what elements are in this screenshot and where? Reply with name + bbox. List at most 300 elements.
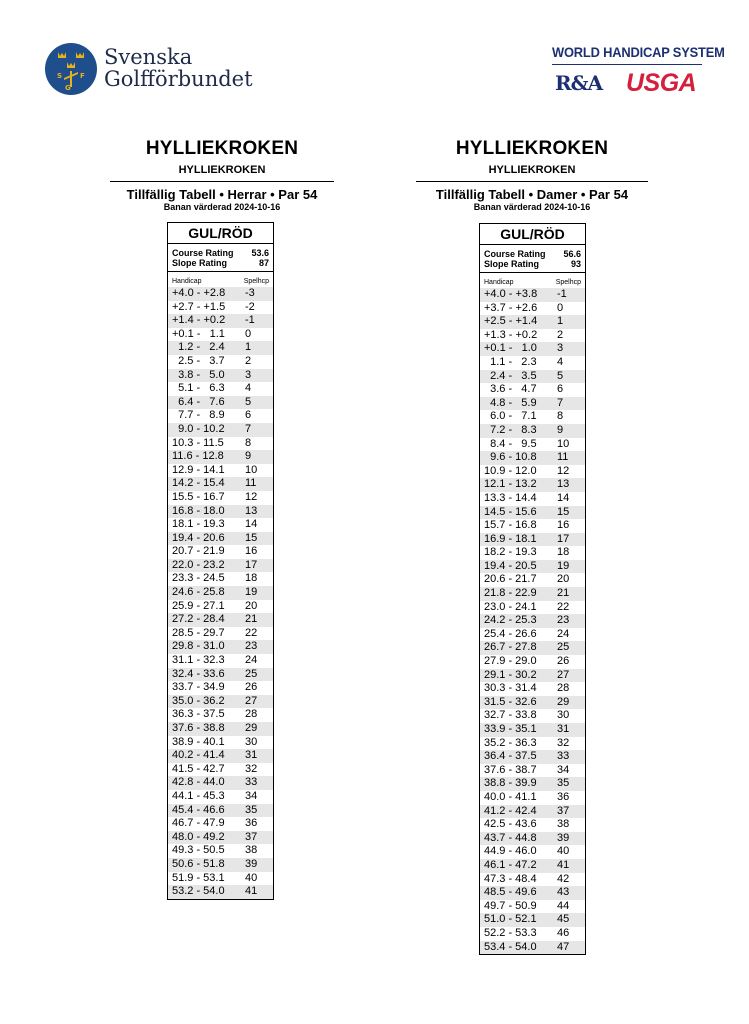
- table-row: [480, 546, 585, 560]
- playing-handicap: 5: [245, 395, 252, 408]
- table-row: [480, 791, 585, 805]
- table-row: [480, 397, 585, 411]
- slope-card: [479, 223, 586, 955]
- federation-logo: [44, 42, 253, 98]
- table-row: [168, 532, 273, 546]
- handicap-range: 33.9 - 35.1: [484, 723, 537, 735]
- handicap-range: 11.6 - 12.8: [172, 450, 224, 463]
- rating-date: Banan värderad 2024-10-16: [163, 202, 281, 212]
- playing-handicap: 3: [245, 368, 252, 381]
- table-row: [168, 804, 273, 818]
- table-row: [168, 627, 273, 641]
- table-row: [168, 450, 273, 464]
- handicap-range: 42.5 - 43.6: [484, 818, 537, 831]
- playing-handicap: 32: [245, 762, 258, 775]
- playing-handicap: 39: [245, 857, 258, 870]
- table-row: [480, 805, 585, 819]
- playing-handicap: 27: [245, 694, 258, 707]
- playing-handicap: 26: [557, 655, 570, 668]
- playing-handicap: 13: [245, 504, 258, 517]
- course-rating-value: 53.6: [251, 248, 269, 258]
- handicap-range: 49.3 - 50.5: [172, 844, 225, 857]
- table-row: [168, 287, 273, 301]
- emblem-letter-f: F: [80, 72, 85, 80]
- playing-handicap: 36: [245, 817, 258, 830]
- playing-handicap: 14: [557, 491, 570, 504]
- playing-handicap: 47: [557, 940, 570, 953]
- playing-handicap: 6: [245, 409, 252, 422]
- playing-handicap: 23: [557, 614, 570, 627]
- table-row: [168, 681, 273, 695]
- table-row: [480, 886, 585, 900]
- table-row: [168, 600, 273, 614]
- table-row: [480, 424, 585, 438]
- playing-handicap: 29: [557, 695, 570, 708]
- playing-handicap: 40: [557, 845, 570, 858]
- playing-handicap: 15: [245, 531, 258, 544]
- handicap-range: +1.4 - +0.2: [172, 314, 226, 327]
- course-title: HYLLIEKROKEN: [145, 138, 299, 159]
- table-row: [480, 492, 585, 506]
- handicap-range: 2.4 - 3.5: [484, 369, 537, 382]
- handicap-range: 3.8 - 5.0: [172, 368, 225, 381]
- ra-logo: R&A: [555, 71, 603, 95]
- playing-handicap: 8: [245, 436, 252, 449]
- table-row: [168, 409, 273, 423]
- handicap-range: 1.1 - 2.3: [484, 355, 537, 368]
- course-subtitle: HYLLIEKROKEN: [178, 164, 266, 176]
- playing-handicap: -1: [557, 288, 567, 300]
- playing-handicap: 19: [245, 586, 258, 599]
- table-row: [480, 302, 585, 316]
- handicap-column-header: Handicap: [172, 278, 202, 285]
- table-row: [168, 328, 273, 342]
- playing-handicap: 38: [245, 844, 258, 857]
- handicap-range: 18.1 - 19.3: [172, 518, 225, 531]
- federation-name: [104, 46, 253, 90]
- table-row: [480, 655, 585, 669]
- playing-handicap: 13: [557, 478, 570, 491]
- table-row: [168, 396, 273, 410]
- table-row: [168, 668, 273, 682]
- playing-handicap: 6: [557, 383, 564, 396]
- handicap-range: 7.7 - 8.9: [172, 409, 225, 422]
- playing-handicap: 25: [245, 667, 258, 680]
- table-row: [168, 491, 273, 505]
- handicap-range: 8.4 - 9.5: [484, 437, 537, 450]
- ratings-box: [480, 245, 585, 273]
- handicap-range: 47.3 - 48.4: [484, 872, 537, 885]
- table-row: [168, 505, 273, 519]
- table-damer: [416, 138, 648, 953]
- playing-handicap: 0: [245, 327, 252, 340]
- handicap-range: 6.0 - 7.1: [484, 410, 537, 423]
- playing-handicap: 10: [245, 463, 258, 476]
- playing-handicap: 37: [245, 830, 258, 843]
- playing-handicap: 18: [557, 546, 570, 559]
- table-row: [480, 614, 585, 628]
- handicap-range: 16.8 - 18.0: [172, 504, 225, 517]
- playing-handicap: 33: [557, 750, 570, 763]
- slope-rating-value: 87: [258, 258, 269, 268]
- handicap-range: 40.2 - 41.4: [172, 749, 225, 762]
- table-row: [480, 818, 585, 832]
- usga-logo: USGA: [626, 69, 697, 97]
- handicap-range: +2.7 - +1.5: [172, 300, 226, 313]
- table-row: [480, 641, 585, 655]
- slope-card: [167, 222, 274, 900]
- handicap-range: 20.6 - 21.7: [484, 573, 537, 586]
- handicap-range: 33.7 - 34.9: [172, 681, 225, 694]
- handicap-range: 45.4 - 46.6: [172, 803, 225, 816]
- handicap-range: 29.8 - 31.0: [172, 640, 225, 653]
- playing-handicap: 28: [557, 682, 570, 695]
- handicap-range: 20.7 - 21.9: [172, 545, 225, 558]
- playing-handicap-column-header: Spelhcp: [243, 278, 269, 285]
- table-row: [480, 900, 585, 914]
- handicap-range: 10.9 - 12.0: [484, 464, 537, 477]
- playing-handicap: 12: [245, 490, 258, 503]
- handicap-range: 46.1 - 47.2: [484, 858, 537, 871]
- playing-handicap: 16: [557, 519, 570, 532]
- handicap-range: 38.9 - 40.1: [172, 735, 225, 748]
- handicap-range: 13.3 - 14.4: [484, 491, 537, 504]
- table-row: [480, 478, 585, 492]
- table-row: [480, 859, 585, 873]
- table-row: [480, 573, 585, 587]
- playing-handicap: 5: [557, 369, 564, 382]
- handicap-range: 35.0 - 36.2: [172, 694, 225, 707]
- playing-handicap: 31: [557, 723, 570, 735]
- playing-handicap: 41: [245, 885, 258, 898]
- handicap-range: 46.7 - 47.9: [172, 817, 225, 830]
- handicap-range: 19.4 - 20.5: [484, 559, 537, 572]
- table-row: [168, 355, 273, 369]
- handicap-range: 5.1 - 6.3: [172, 382, 225, 395]
- handicap-range: 48.5 - 49.6: [484, 886, 537, 899]
- table-row: [480, 737, 585, 751]
- whs-title: WORLD HANDICAP SYSTEM: [552, 44, 725, 60]
- handicap-range: 24.2 - 25.3: [484, 614, 537, 627]
- slope-rating-value: 93: [570, 259, 581, 269]
- table-row: [168, 545, 273, 559]
- handicap-range: 31.1 - 32.3: [172, 654, 225, 667]
- table-row: [168, 423, 273, 437]
- table-row: [168, 722, 273, 736]
- table-row: [168, 613, 273, 627]
- playing-handicap: 34: [557, 763, 570, 776]
- playing-handicap: 7: [245, 422, 252, 435]
- course-rating-label: Course Rating: [484, 249, 546, 259]
- table-row: [480, 519, 585, 533]
- handicap-range: 53.4 - 54.0: [484, 940, 537, 953]
- playing-handicap: 10: [557, 437, 570, 450]
- handicap-range: 52.2 - 53.3: [484, 926, 537, 939]
- handicap-range: 50.6 - 51.8: [172, 857, 225, 870]
- playing-handicap: 24: [557, 627, 570, 640]
- handicap-range: 41.2 - 42.4: [484, 804, 537, 817]
- handicap-range: 51.9 - 53.1: [172, 871, 225, 884]
- handicap-range: 35.2 - 36.3: [484, 736, 537, 749]
- table-row: [480, 451, 585, 465]
- playing-handicap: 24: [245, 654, 258, 667]
- table-row: [168, 437, 273, 451]
- playing-handicap: 11: [557, 451, 569, 464]
- table-row: [480, 329, 585, 343]
- handicap-range: 22.0 - 23.2: [172, 558, 225, 571]
- playing-handicap: 37: [557, 804, 570, 817]
- table-row: [168, 695, 273, 709]
- playing-handicap: 35: [557, 777, 570, 790]
- table-row: [480, 669, 585, 683]
- table-row: [168, 477, 273, 491]
- handicap-range: 44.9 - 46.0: [484, 845, 537, 858]
- playing-handicap: 4: [245, 382, 252, 395]
- table-row: [480, 913, 585, 927]
- playing-handicap: 38: [557, 818, 570, 831]
- handicap-range: 37.6 - 38.7: [484, 763, 537, 776]
- table-row: [480, 315, 585, 329]
- table-row: [480, 832, 585, 846]
- playing-handicap: 42: [557, 872, 570, 885]
- handicap-range: 36.3 - 37.5: [172, 708, 225, 721]
- handicap-range: 31.5 - 32.6: [484, 695, 537, 708]
- playing-handicap: 22: [557, 600, 570, 613]
- handicap-range: +2.5 - +1.4: [484, 315, 538, 328]
- handicap-rows: [168, 287, 273, 899]
- emblem-letter-s: S: [57, 72, 63, 80]
- federation-emblem-icon: [44, 42, 98, 96]
- handicap-range: 9.0 - 10.2: [172, 422, 225, 435]
- handicap-range: 43.7 - 44.8: [484, 831, 537, 844]
- handicap-range: 12.1 - 13.2: [484, 478, 537, 491]
- playing-handicap: 22: [245, 626, 258, 639]
- playing-handicap: -1: [245, 314, 255, 327]
- table-row: [480, 682, 585, 696]
- playing-handicap: 34: [245, 789, 258, 802]
- playing-handicap: 28: [245, 708, 258, 721]
- playing-handicap: 20: [245, 599, 258, 612]
- handicap-range: 27.9 - 29.0: [484, 655, 537, 668]
- course-rating-value: 56.6: [563, 249, 581, 259]
- table-row: [168, 586, 273, 600]
- playing-handicap: 45: [557, 913, 570, 926]
- table-row: [168, 518, 273, 532]
- federation-name-line1: Svenska: [104, 45, 193, 69]
- table-row: [480, 696, 585, 710]
- playing-handicap: 1: [557, 315, 564, 328]
- playing-handicap: 15: [557, 505, 570, 518]
- handicap-range: 14.2 - 15.4: [172, 477, 225, 490]
- playing-handicap: 27: [557, 668, 570, 681]
- table-row: [480, 288, 585, 302]
- handicap-range: 15.7 - 16.8: [484, 519, 537, 532]
- handicap-range: 53.2 - 54.0: [172, 885, 225, 898]
- playing-handicap: 9: [245, 450, 252, 463]
- playing-handicap: 2: [245, 354, 252, 367]
- table-row: [168, 382, 273, 396]
- table-row: [168, 464, 273, 478]
- table-row: [480, 750, 585, 764]
- playing-handicap: 32: [557, 736, 570, 749]
- table-row: [168, 749, 273, 763]
- handicap-range: 23.0 - 24.1: [484, 600, 537, 613]
- playing-handicap: 3: [557, 342, 564, 355]
- table-row: [480, 628, 585, 642]
- playing-handicap: 39: [557, 831, 570, 844]
- playing-handicap: 19: [557, 559, 570, 572]
- slope-rating-label: Slope Rating: [172, 258, 228, 268]
- table-row: [168, 369, 273, 383]
- handicap-range: +3.7 - +2.6: [484, 301, 538, 314]
- playing-handicap: 30: [245, 735, 258, 748]
- course-subtitle: HYLLIEKROKEN: [488, 164, 576, 176]
- table-row: [480, 533, 585, 547]
- playing-handicap: 33: [245, 776, 258, 789]
- handicap-range: 23.3 - 24.5: [172, 572, 225, 585]
- handicap-range: 40.0 - 41.1: [484, 790, 537, 803]
- handicap-range: 6.4 - 7.6: [172, 395, 225, 408]
- handicap-range: 2.5 - 3.7: [172, 354, 225, 367]
- handicap-range: +4.0 - +2.8: [172, 287, 226, 299]
- playing-handicap: 41: [557, 858, 570, 871]
- table-row: [168, 817, 273, 831]
- table-row: [480, 941, 585, 955]
- table-row: [168, 736, 273, 750]
- table-row: [480, 601, 585, 615]
- playing-handicap: 4: [557, 355, 564, 368]
- table-row: [168, 790, 273, 804]
- handicap-range: 25.9 - 27.1: [172, 599, 225, 612]
- whs-divider: [552, 64, 702, 65]
- table-row: [480, 383, 585, 397]
- slope-rating-label: Slope Rating: [484, 259, 540, 269]
- table-description: Tillfällig Tabell • Damer • Par 54: [435, 187, 629, 202]
- handicap-range: 24.6 - 25.8: [172, 586, 225, 599]
- table-row: [480, 873, 585, 887]
- rating-date: Banan värderad 2024-10-16: [473, 202, 591, 212]
- playing-handicap: 29: [245, 722, 258, 734]
- playing-handicap: 36: [557, 790, 570, 803]
- handicap-range: 15.5 - 16.7: [172, 490, 225, 503]
- table-row: [168, 654, 273, 668]
- handicap-range: +0.1 - 1.1: [172, 327, 225, 340]
- table-row: [168, 872, 273, 886]
- table-row: [480, 342, 585, 356]
- handicap-range: 25.4 - 26.6: [484, 627, 537, 640]
- table-row: [480, 356, 585, 370]
- handicap-range: +1.3 - +0.2: [484, 328, 538, 341]
- playing-handicap: 11: [245, 477, 257, 490]
- federation-name-line2: Golfförbundet: [104, 67, 253, 91]
- handicap-range: 27.2 - 28.4: [172, 613, 225, 626]
- playing-handicap: 17: [245, 558, 258, 571]
- playing-handicap: 30: [557, 709, 570, 722]
- table-row: [480, 438, 585, 452]
- tee-name: GUL/RÖD: [480, 224, 585, 245]
- table-row: [480, 777, 585, 791]
- handicap-range: 21.8 - 22.9: [484, 587, 537, 600]
- playing-handicap: 12: [557, 464, 570, 477]
- handicap-range: 3.6 - 4.7: [484, 383, 537, 396]
- table-row: [168, 844, 273, 858]
- table-row: [168, 763, 273, 777]
- divider: [416, 181, 648, 182]
- playing-handicap: -3: [245, 287, 255, 299]
- playing-handicap: 40: [245, 871, 258, 884]
- playing-handicap: 43: [557, 886, 570, 899]
- handicap-range: 4.8 - 5.9: [484, 396, 537, 409]
- playing-handicap: 25: [557, 641, 570, 654]
- playing-handicap: 17: [557, 532, 570, 545]
- handicap-range: 51.0 - 52.1: [484, 913, 537, 926]
- playing-handicap: 23: [245, 640, 258, 653]
- playing-handicap: 21: [245, 613, 258, 626]
- table-row: [168, 301, 273, 315]
- handicap-range: 7.2 - 8.3: [484, 423, 537, 436]
- table-row: [168, 640, 273, 654]
- handicap-range: 18.2 - 19.3: [484, 546, 537, 559]
- handicap-range: 19.4 - 20.6: [172, 531, 225, 544]
- handicap-range: 32.4 - 33.6: [172, 667, 225, 680]
- handicap-range: 29.1 - 30.2: [484, 668, 537, 681]
- handicap-range: 48.0 - 49.2: [172, 830, 225, 843]
- whs-logo: [552, 44, 725, 99]
- table-row: [168, 885, 273, 899]
- handicap-range: 37.6 - 38.8: [172, 722, 225, 734]
- handicap-range: 9.6 - 10.8: [484, 451, 537, 464]
- table-row: [168, 559, 273, 573]
- table-row: [168, 831, 273, 845]
- table-row: [480, 465, 585, 479]
- playing-handicap: 16: [245, 545, 258, 558]
- table-herrar: [110, 138, 334, 898]
- table-row: [480, 723, 585, 737]
- handicap-range: +4.0 - +3.8: [484, 288, 538, 300]
- table-row: [480, 370, 585, 384]
- ratings-box: [168, 244, 273, 272]
- table-row: [168, 708, 273, 722]
- handicap-range: 28.5 - 29.7: [172, 626, 225, 639]
- table-row: [168, 341, 273, 355]
- playing-handicap: -2: [245, 300, 255, 313]
- playing-handicap: 0: [557, 301, 564, 314]
- handicap-range: 42.8 - 44.0: [172, 776, 225, 789]
- tee-name: GUL/RÖD: [168, 223, 273, 244]
- playing-handicap-column-header: Spelhcp: [555, 279, 581, 286]
- handicap-range: 1.2 - 2.4: [172, 341, 225, 354]
- divider: [110, 181, 334, 182]
- handicap-range: +0.1 - 1.0: [484, 342, 537, 355]
- playing-handicap: 46: [557, 926, 570, 939]
- table-row: [480, 927, 585, 941]
- handicap-range: 10.3 - 11.5: [172, 436, 224, 449]
- playing-handicap: 1: [245, 341, 252, 354]
- table-row: [480, 560, 585, 574]
- table-header: [480, 273, 585, 288]
- course-rating-label: Course Rating: [172, 248, 234, 258]
- table-row: [480, 410, 585, 424]
- playing-handicap: 35: [245, 803, 258, 816]
- playing-handicap: 21: [557, 587, 570, 600]
- playing-handicap: 44: [557, 899, 570, 912]
- playing-handicap: 7: [557, 396, 564, 409]
- playing-handicap: 14: [245, 518, 258, 531]
- playing-handicap: 9: [557, 423, 564, 436]
- handicap-range: 44.1 - 45.3: [172, 789, 225, 802]
- handicap-range: 12.9 - 14.1: [172, 463, 225, 476]
- table-header: [168, 272, 273, 287]
